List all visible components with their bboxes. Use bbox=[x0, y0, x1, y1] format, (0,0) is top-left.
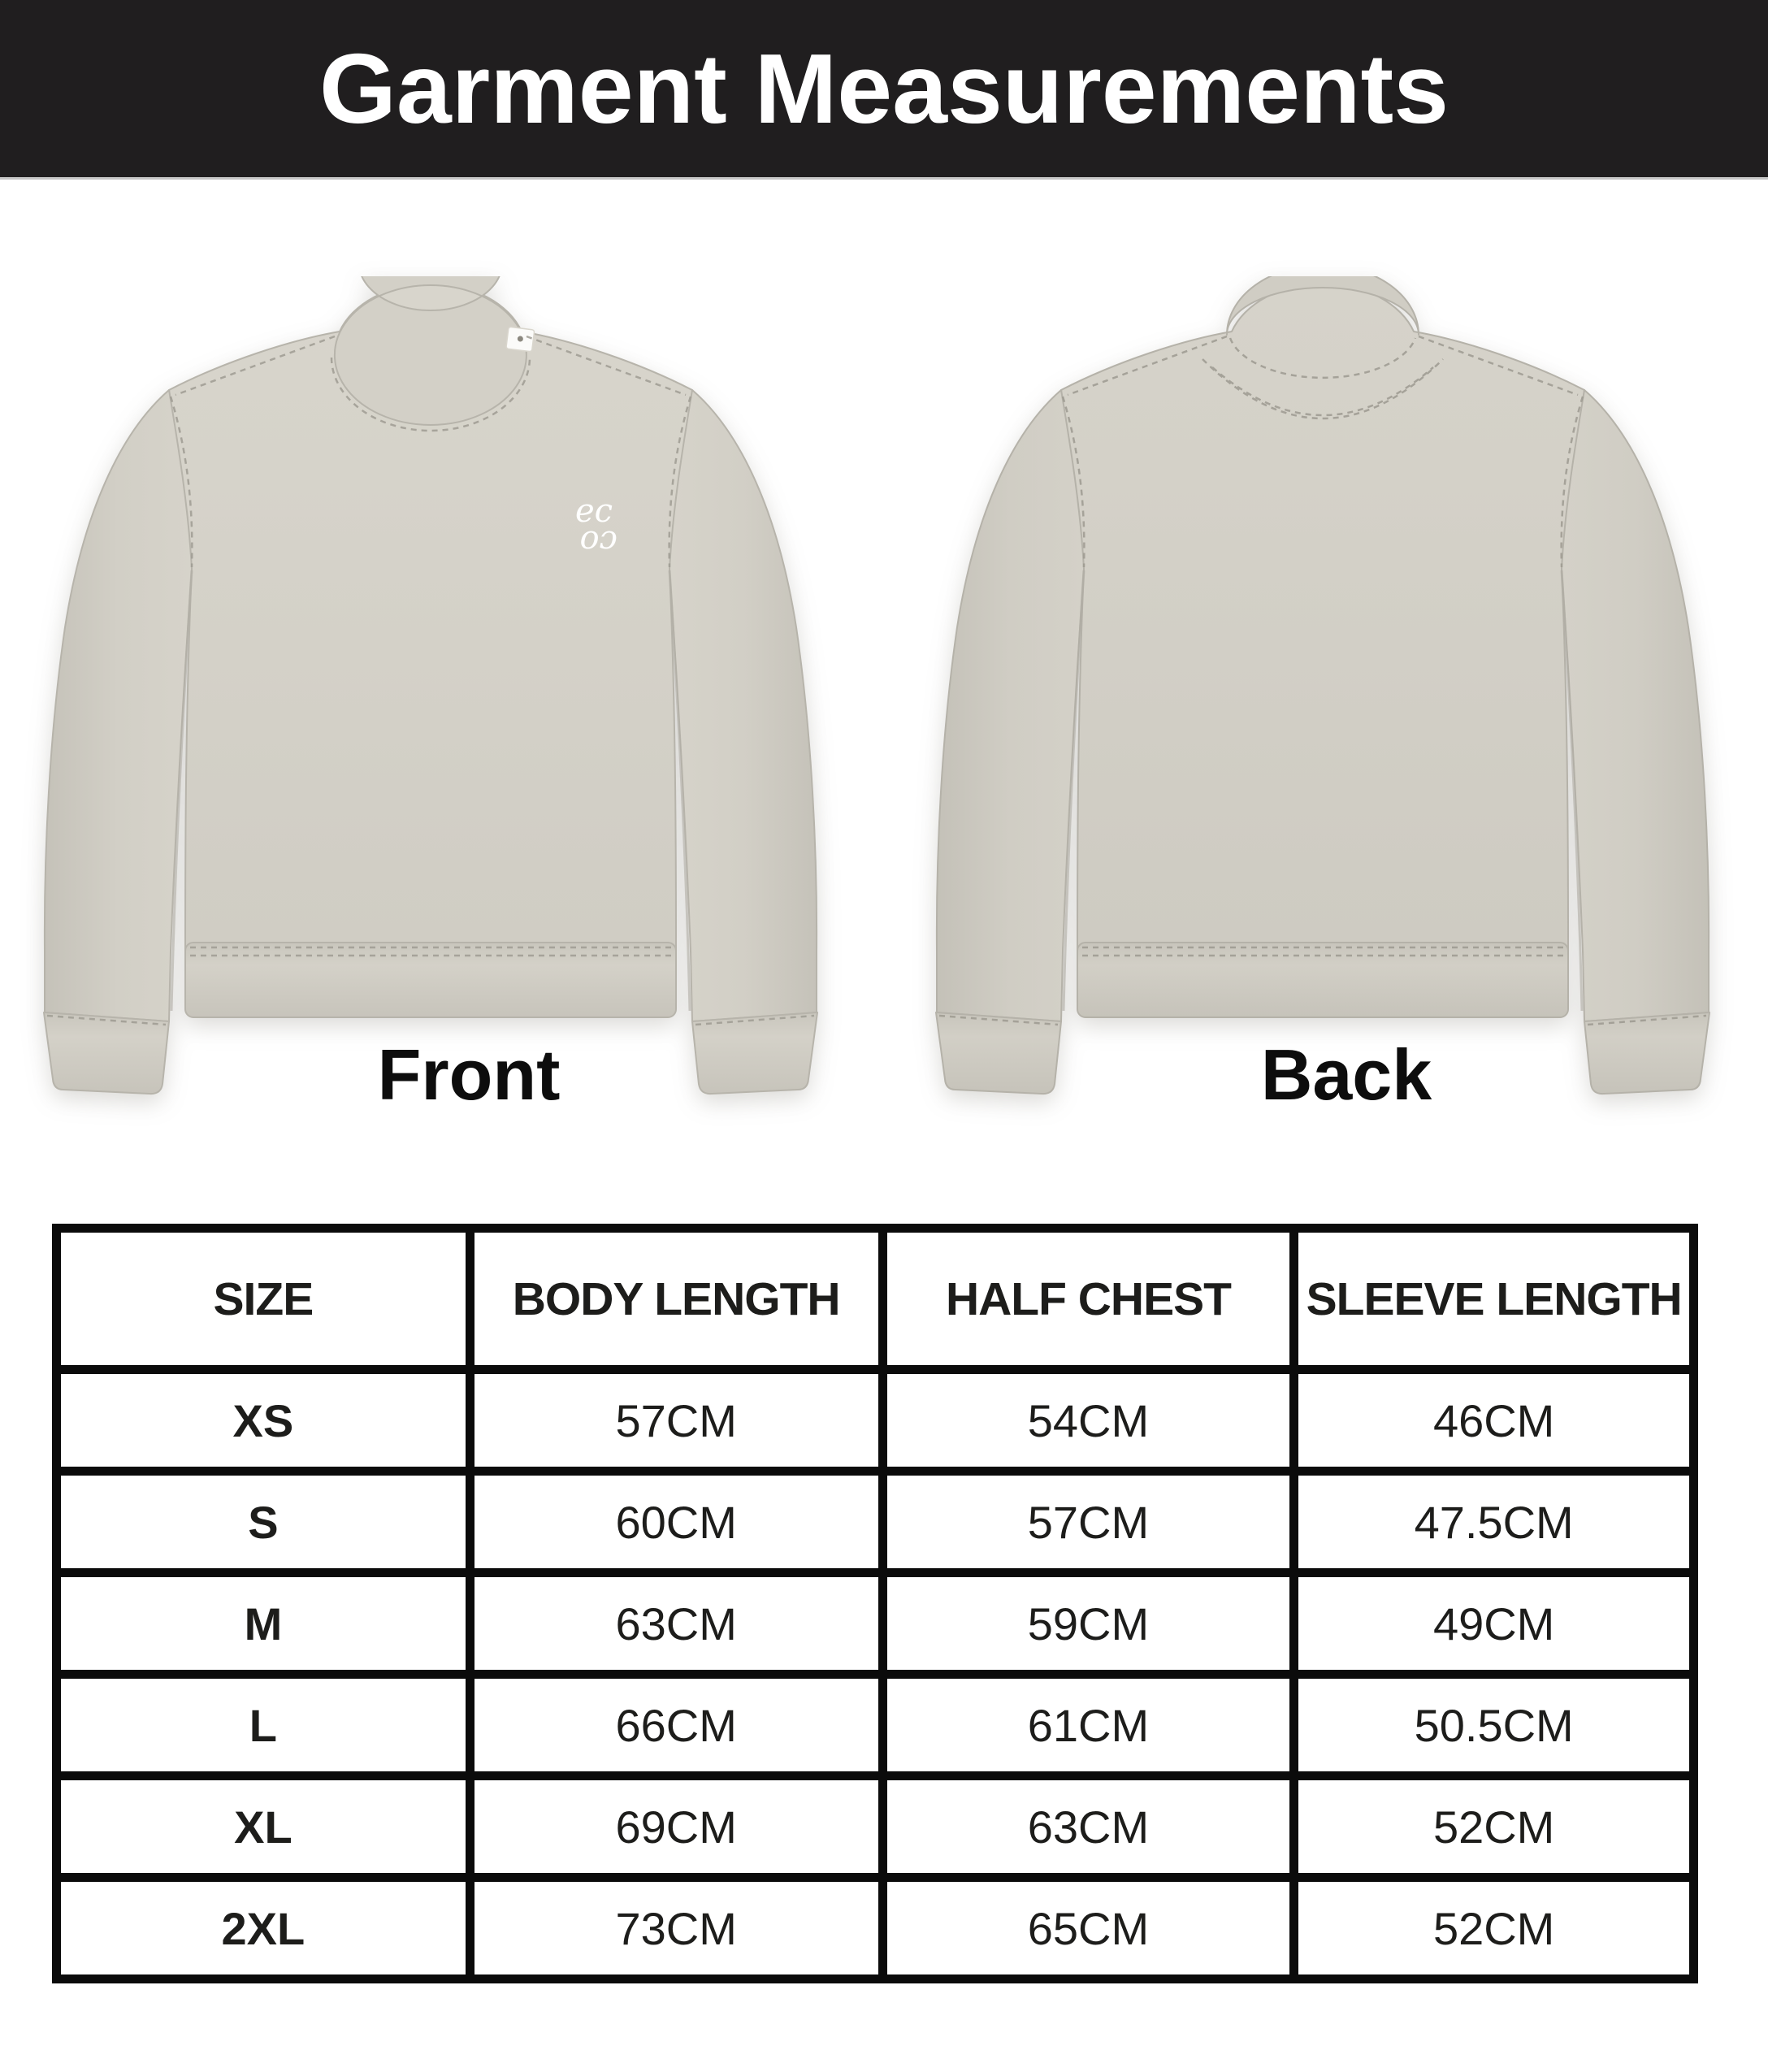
body-length-value: 63CM bbox=[470, 1573, 882, 1675]
sleeve-length-value: 50.5CM bbox=[1294, 1675, 1694, 1776]
header-bar bbox=[0, 0, 1768, 180]
body-length-value: 57CM bbox=[470, 1370, 882, 1472]
front-left-cuff bbox=[44, 1012, 169, 1094]
front-sweatshirt-icon bbox=[24, 276, 837, 1097]
size-chart-header-row bbox=[57, 1229, 1694, 1370]
size-label: L bbox=[57, 1675, 470, 1776]
size-row-m bbox=[57, 1573, 1694, 1675]
size-label: XS bbox=[57, 1370, 470, 1472]
half-chest-value: 59CM bbox=[882, 1573, 1294, 1675]
front-view-label: Front bbox=[377, 1034, 561, 1115]
front-hem-band bbox=[185, 943, 676, 1017]
size-label: S bbox=[57, 1472, 470, 1573]
svg-text:ec: ec bbox=[575, 492, 613, 530]
body-length-value: 73CM bbox=[470, 1878, 882, 1979]
sleeve-length-value: 47.5CM bbox=[1294, 1472, 1694, 1573]
size-row-2xl bbox=[57, 1878, 1694, 1979]
column-header-half-chest: HALF CHEST bbox=[882, 1229, 1294, 1370]
svg-text:co: co bbox=[579, 523, 618, 561]
column-header-body-length: BODY LENGTH bbox=[470, 1229, 882, 1370]
back-sweatshirt-icon bbox=[916, 276, 1729, 1097]
size-label: M bbox=[57, 1573, 470, 1675]
sleeve-length-value: 52CM bbox=[1294, 1878, 1694, 1979]
brand-monogram-icon bbox=[575, 492, 618, 561]
half-chest-value: 57CM bbox=[882, 1472, 1294, 1573]
column-header-size: SIZE bbox=[57, 1229, 470, 1370]
sleeve-length-value: 52CM bbox=[1294, 1776, 1694, 1878]
back-sweatshirt-body bbox=[936, 276, 1710, 1094]
half-chest-value: 61CM bbox=[882, 1675, 1294, 1776]
size-row-xs bbox=[57, 1370, 1694, 1472]
front-sweatshirt-body bbox=[44, 276, 817, 1094]
half-chest-value: 65CM bbox=[882, 1878, 1294, 1979]
sleeve-length-value: 46CM bbox=[1294, 1370, 1694, 1472]
body-length-value: 69CM bbox=[470, 1776, 882, 1878]
size-row-xl bbox=[57, 1776, 1694, 1878]
back-hem-band bbox=[1077, 943, 1568, 1017]
size-chart-table bbox=[52, 1224, 1698, 1983]
size-label: 2XL bbox=[57, 1878, 470, 1979]
body-length-value: 60CM bbox=[470, 1472, 882, 1573]
body-length-value: 66CM bbox=[470, 1675, 882, 1776]
column-header-sleeve-length: SLEEVE LENGTH bbox=[1294, 1229, 1694, 1370]
collar-size-tag-icon bbox=[506, 327, 535, 352]
half-chest-value: 63CM bbox=[882, 1776, 1294, 1878]
back-left-cuff bbox=[936, 1012, 1061, 1094]
half-chest-value: 54CM bbox=[882, 1370, 1294, 1472]
sleeve-length-value: 49CM bbox=[1294, 1573, 1694, 1675]
size-row-s bbox=[57, 1472, 1694, 1573]
size-label: XL bbox=[57, 1776, 470, 1878]
size-row-l bbox=[57, 1675, 1694, 1776]
page-title: Garment Measurements bbox=[319, 33, 1449, 144]
front-garment-image bbox=[24, 276, 837, 1097]
back-view-label: Back bbox=[1260, 1034, 1432, 1115]
back-garment-image bbox=[916, 276, 1729, 1097]
